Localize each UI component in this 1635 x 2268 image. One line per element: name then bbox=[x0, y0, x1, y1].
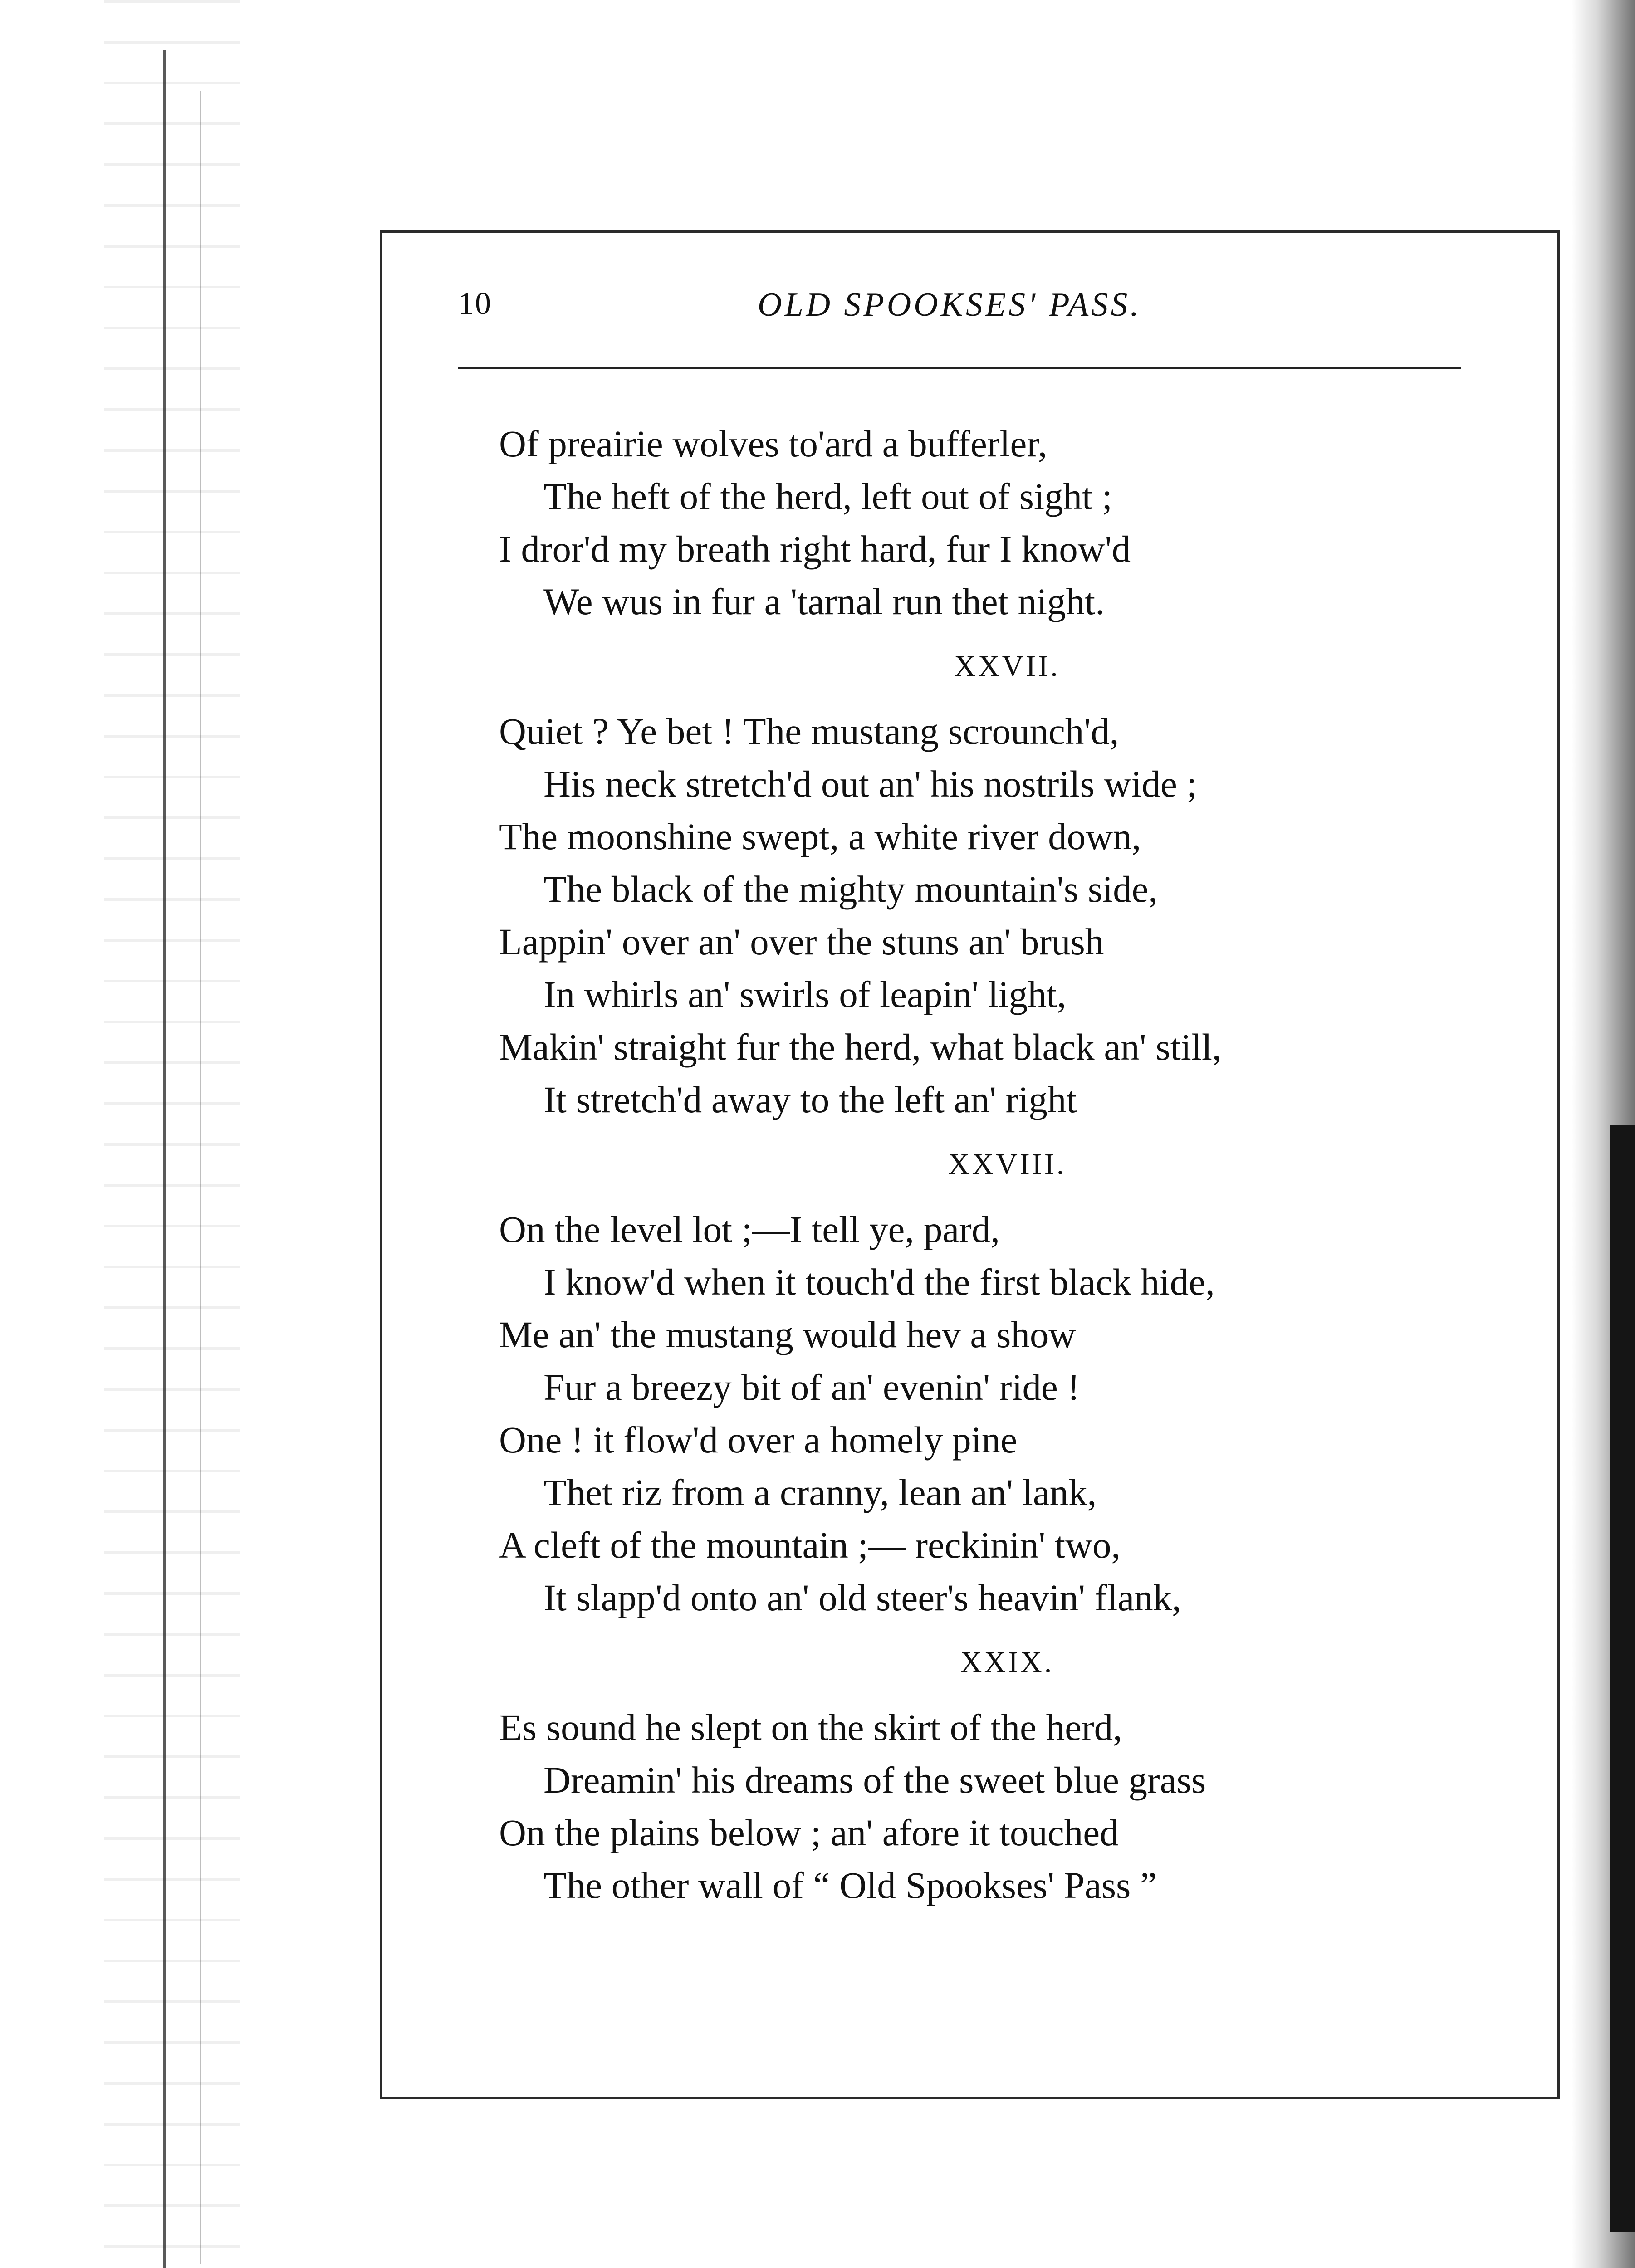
stanza-numeral: XXVIII. bbox=[948, 1148, 1067, 1181]
verse-line: It stretch'd away to the left an' right bbox=[543, 1079, 1077, 1120]
verse-line: Fur a breezy bit of an' evenin' ride ! bbox=[543, 1366, 1080, 1408]
stanza-numeral: XXIX. bbox=[960, 1646, 1054, 1679]
scan-edge-left-faint bbox=[200, 91, 201, 2264]
verse-line: Dreamin' his dreams of the sweet blue grass bbox=[543, 1759, 1206, 1801]
verse-line: One ! it flow'd over a homely pine bbox=[499, 1419, 1018, 1461]
verse-line: In whirls an' swirls of leapin' light, bbox=[543, 973, 1067, 1015]
verse-line: Makin' straight fur the herd, what black an' still, bbox=[499, 1026, 1222, 1068]
stanza-numeral: XXVII. bbox=[954, 650, 1060, 683]
verse-line: The heft of the herd, left out of sight ; bbox=[543, 475, 1112, 517]
stanza bbox=[499, 1126, 1406, 1624]
stanza bbox=[499, 1624, 1406, 1911]
verse-line: The moonshine swept, a white river down, bbox=[499, 816, 1141, 857]
verse-line: Thet riz from a cranny, lean an' lank, bbox=[543, 1471, 1097, 1513]
verse-line: The other wall of “ Old Spookses' Pass ” bbox=[543, 1864, 1157, 1906]
verse-line: A cleft of the mountain ;— reckinin' two, bbox=[499, 1524, 1121, 1566]
stanza bbox=[499, 417, 1406, 628]
scan-edge-right bbox=[1610, 1125, 1635, 2232]
verse-line: I know'd when it touch'd the first black hide, bbox=[543, 1261, 1215, 1303]
verse-line: It slapp'd onto an' old steer's heavin' flank, bbox=[543, 1577, 1181, 1618]
scan-edge-left bbox=[163, 50, 166, 2268]
running-head bbox=[458, 286, 1461, 340]
verse-line: The black of the mighty mountain's side, bbox=[543, 868, 1158, 910]
stanza bbox=[499, 628, 1406, 1126]
scan-margin-left bbox=[104, 0, 240, 2268]
verse-line: Me an' the mustang would hev a show bbox=[499, 1314, 1076, 1355]
verse-line: Of preairie wolves to'ard a bufferler, bbox=[499, 423, 1048, 464]
verse-line: His neck stretch'd out an' his nostrils wide ; bbox=[543, 763, 1197, 805]
verse-line: On the plains below ; an' afore it touched bbox=[499, 1812, 1119, 1853]
verse-line: We wus in fur a 'tarnal run thet night. bbox=[543, 581, 1105, 622]
verse-line: Quiet ? Ye bet ! The mustang scrounch'd, bbox=[499, 710, 1119, 752]
header-rule bbox=[458, 367, 1461, 369]
running-title: OLD SPOOKSES' PASS. bbox=[758, 286, 1141, 323]
verse-line: I dror'd my breath right hard, fur I know'd bbox=[499, 528, 1131, 570]
verse-line: Es sound he slept on the skirt of the herd, bbox=[499, 1706, 1122, 1748]
page-number: 10 bbox=[458, 286, 492, 321]
verse-line: Lappin' over an' over the stuns an' brush bbox=[499, 921, 1104, 963]
verse-line: On the level lot ;—I tell ye, pard, bbox=[499, 1208, 1000, 1250]
poem-body bbox=[499, 417, 1406, 1911]
